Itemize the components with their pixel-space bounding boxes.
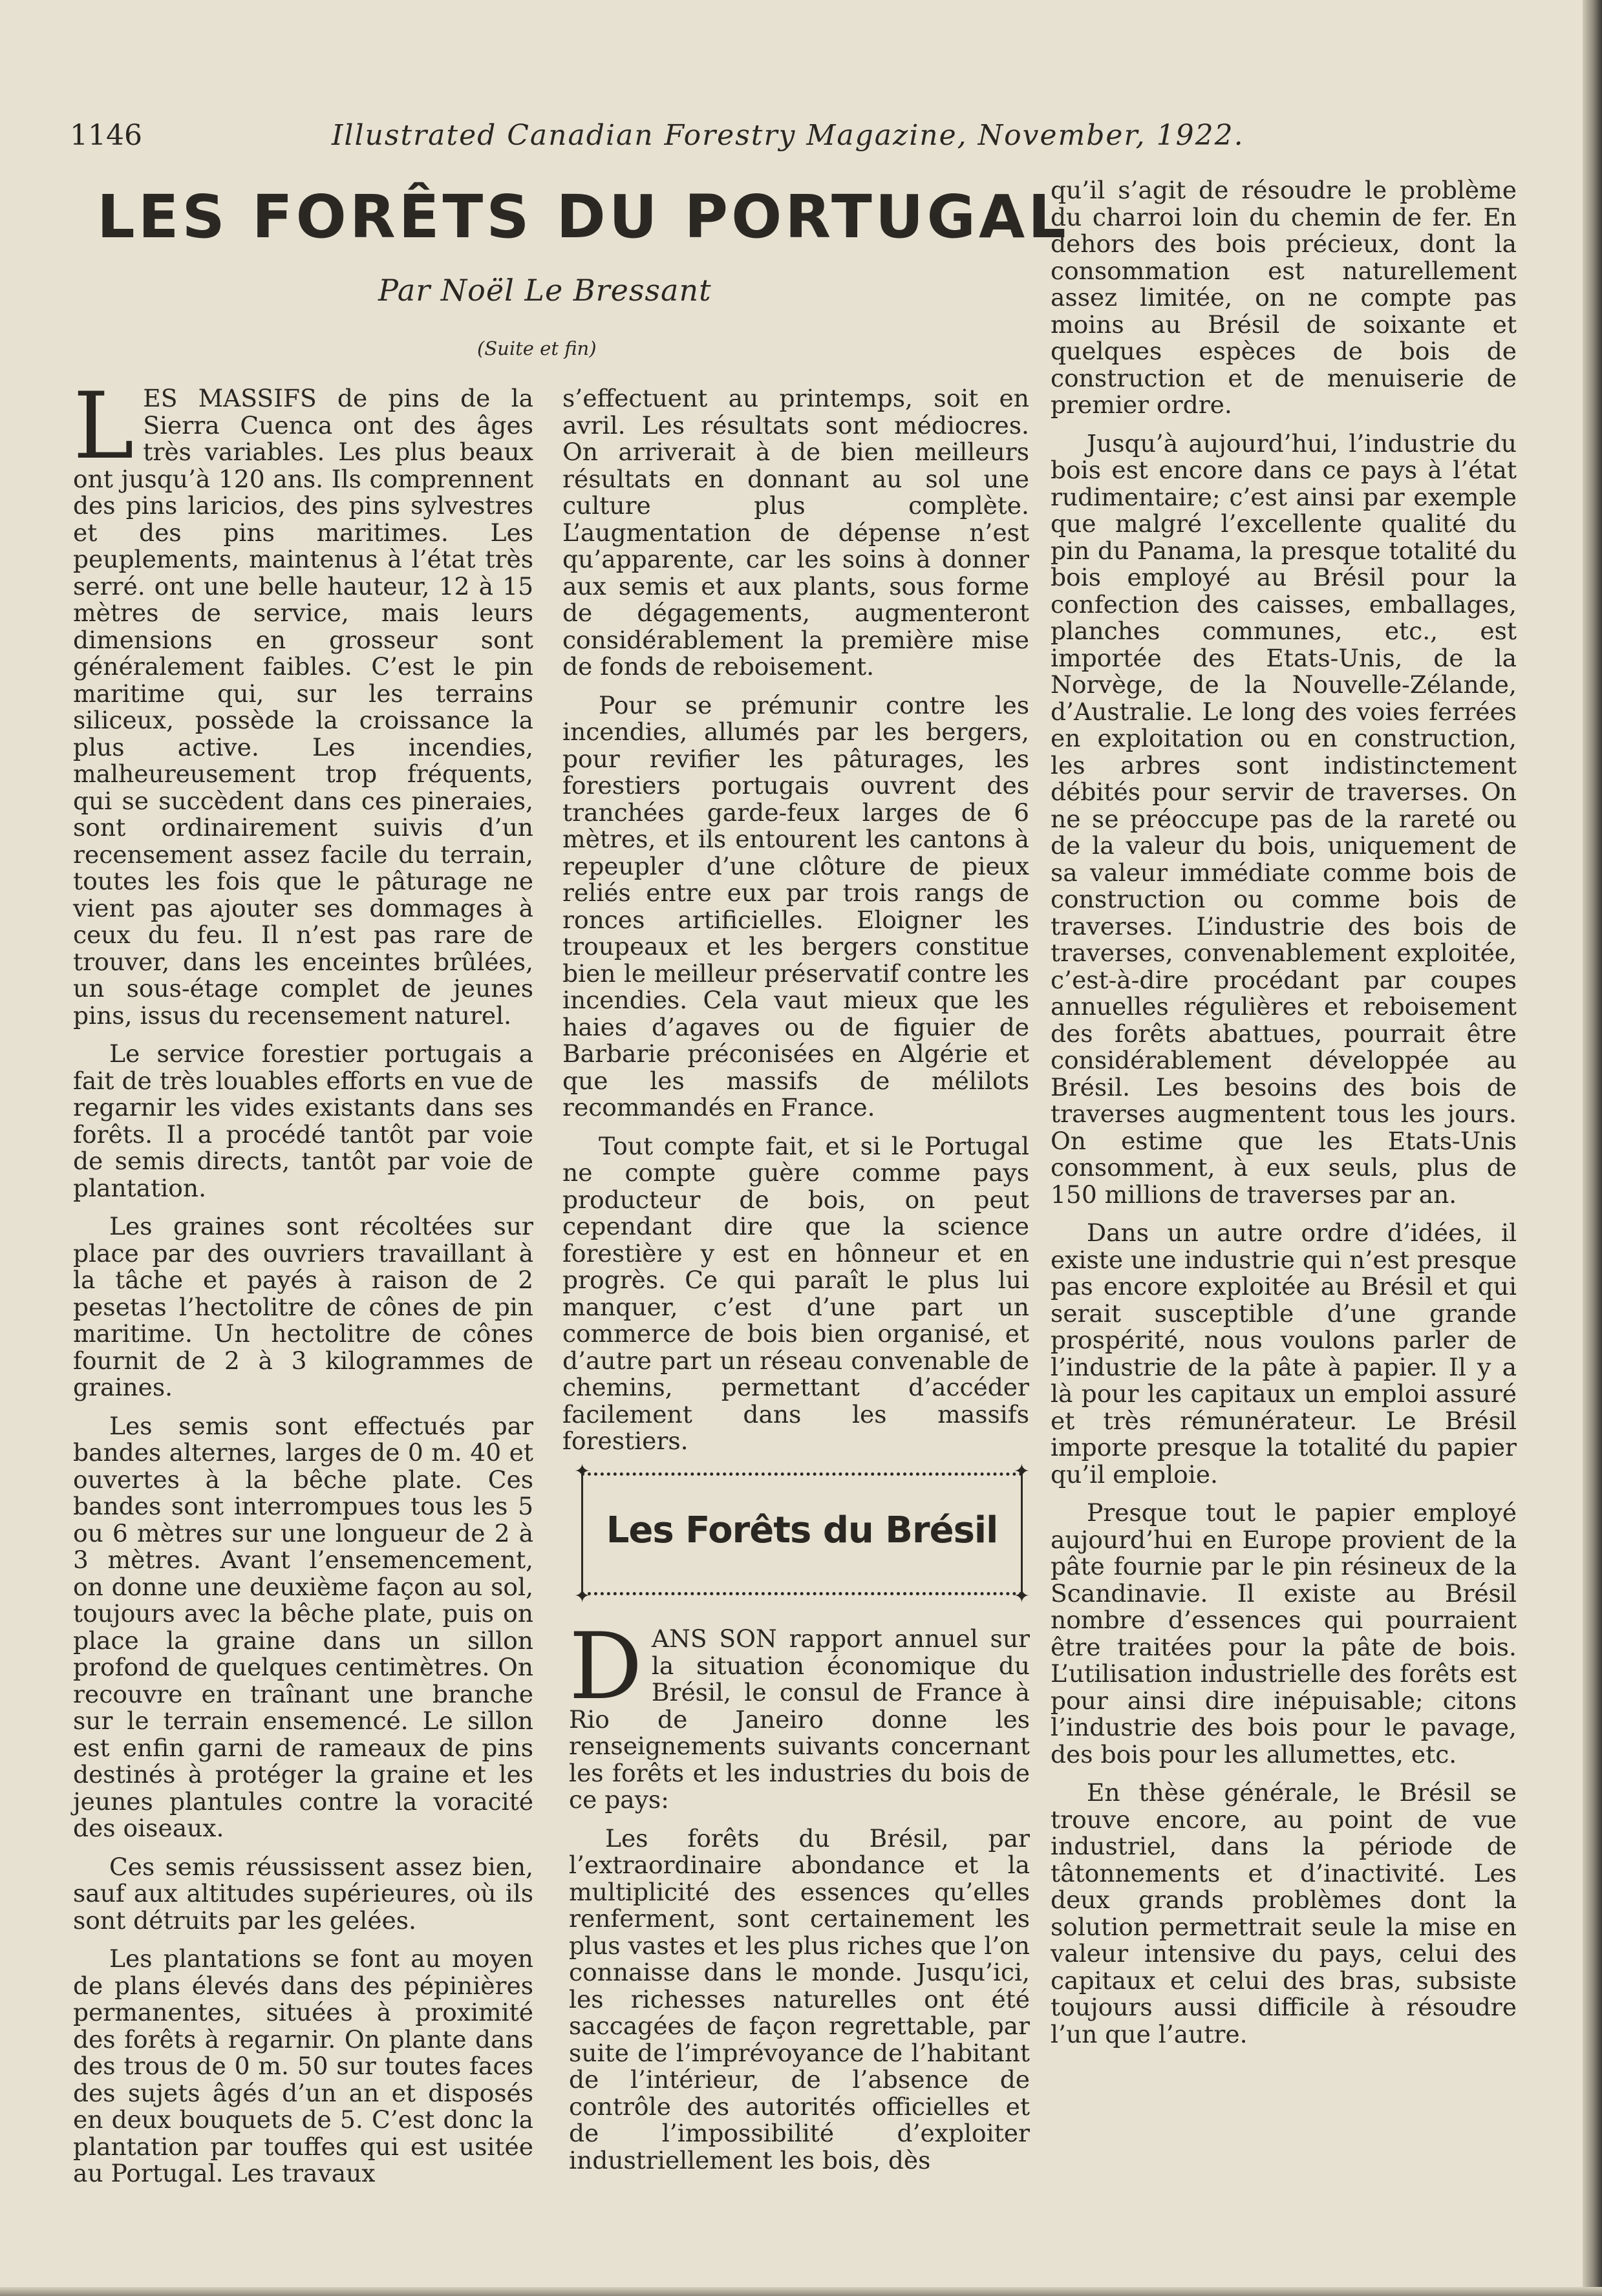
paragraph: Presque tout le papier employé aujourd’hui en Europe provient de la pâte fournie par le pin résineux de la Scandinavie. Il existe au Brésil nombre d’essences qui pourraient être traitées pour la pâte de bois. L’utilisation industrielle des forêts est pour ainsi dire inépuisable; citons l’industrie des bois pour le pavage, des bois pour les allumettes, etc.: [1051, 1498, 1517, 1769]
article-continuation-note: (Suite et fin): [477, 337, 597, 359]
page-bottom-edge: [0, 2287, 1602, 2296]
paragraph: Tout compte fait, et si le Portugal ne compte guère comme pays producteur de bois, on peut cependant dire que la science forestière y est en hônneur et en progrès. Ce qui paraît le plus lui manquer, c’est d’une part un commerce de bois bien organisé, et d’autre part un réseau convenable de chemins, permettant d’accéder facilement dans les massifs forestiers.: [562, 1131, 1029, 1455]
page-number: 1146: [70, 119, 142, 152]
ornament-icon: ✦: [1013, 1585, 1030, 1608]
column-middle: [562, 385, 1029, 1467]
paragraph: Les semis sont effectués par bandes alternes, larges de 0 m. 40 et ouvertes à la bêche plate. Ces bandes sont interrompues tous les 5 ou 6 mètres sur une longueur de 2 à 3 mètres. Avant l’ensemencement, on donne une deuxième façon au sol, toujours avec la bêche plate, puis on place la graine dans un sillon profond de quelques centimètres. On recouvre en traînant une branche sur le terrain ensemencé. Le sillon est enfin garni de rameaux de pins destinés à protéger la graine et les jeunes plantules contre la voracité des oiseaux.: [73, 1411, 533, 1842]
paragraph-text: ANS SON rapport annuel sur la situation économique du Brésil, le consul de France à Rio de Janeiro donne les renseignements suivants concernant les forêts et les industries du bois de ce pays:: [569, 1624, 1030, 1814]
column-left: [73, 373, 533, 2199]
drop-cap: D: [569, 1613, 643, 1720]
publication-line: Illustrated Canadian Forestry Magazine, November, 1922.: [332, 119, 1244, 152]
article-title: LES FORÊTS DU PORTUGAL: [97, 182, 1069, 251]
paragraph: [73, 373, 533, 1030]
paragraph: Les plantations se font au moyen de plans élevés dans des pépinières permanentes, situées à proximité des forêts à regarnir. On plante dans des trous de 0 m. 50 sur toutes faces des sujets âgés d’un an et disposés en deux bouquets de 5. C’est donc la plantation par touffes qui est usitée au Portugal. Les travaux: [73, 1944, 533, 2187]
ornament-icon: ✦: [1013, 1460, 1030, 1483]
ornament-icon: ✦: [574, 1585, 591, 1608]
paragraph: En thèse générale, le Brésil se trouve encore, au point de vue industriel, dans la période de tâtonnements et d’inactivité. Les deux grands problèmes dont la solution permettrait seule la mise en valeur intensive du pays, celui des capitaux et celui des bras, subsiste toujours aussi difficile à résoudre l’un que l’autre.: [1051, 1778, 1517, 2048]
paragraph: Les graines sont récoltées sur place par des ouvriers travaillant à la tâche et payés à raison de 2 pesetas l’hectolitre de cônes de pin maritime. Un hectolitre de cônes fournit de 2 à 3 kilogrammes de graines.: [73, 1212, 533, 1401]
paragraph: [569, 1613, 1030, 1814]
article-byline: Par Noël Le Bressant: [378, 273, 712, 308]
paragraph: Les forêts du Brésil, par l’extraordinaire abondance et la multiplicité des essences qu’elles renferment, sont certainement les plus vastes et les plus riches que l’on connaisse dans le monde. Jusqu’ici, les richesses naturelles ont été saccagées de façon regrettable, par suite de l’imprévoyance de l’habitant de l’intérieur, de l’absence de contrôle des autorités officielles et de l’impossibilité d’exploiter industriellement les bois, dès: [569, 1823, 1030, 2174]
section-heading-box: [574, 1460, 1030, 1608]
paragraph-text: ES MASSIFS de pins de la Sierra Cuenca ont des âges très variables. Les plus beaux ont jusqu’à 120 ans. Ils comprennent des pins laricios, des pins sylvestres et des pins maritimes. Les peuplements, maintenus à l’état très serré. ont une belle hauteur, 12 à 15 mètres de service, mais leurs dimensions en grosseur sont généralement faibles. C’est le pin maritime qui, sur les terrains siliceux, possède la croissance la plus active. Les incendies, malheureusement trop fréquents, qui se succèdent dans ces pineraies, sont ordinairement suivis d’un recensement assez facile du terrain, toutes les fois que le pâturage ne vient pas ajouter ses dommages à ceux du feu. Il n’est pas rare de trouver, dans les enceintes brûlées, un sous-étage complet de jeunes pins, issus du recensement naturel.: [73, 384, 533, 1030]
paragraph: Jusqu’à aujourd’hui, l’industrie du bois est encore dans ce pays à l’état rudimentaire; c’est ainsi par exemple que malgré l’excellente qualité du pin du Panama, la presque totalité du bois employé au Brésil pour la confection des caisses, emballages, planches communes, etc., est importée des Etats-Unis, de la Norvège, de la Nouvelle-Zélande, d’Australie. Le long des voies ferrées en exploitation ou en construction, les arbres sont indistinctement débités pour servir de traverses. On ne se préoccupe pas de la rareté ou de la valeur du bois, uniquement de sa valeur immédiate comme bois de construction ou comme bois de traverses. L’industrie des bois de traverses, convenablement exploitée, c’est-à-dire procédant par coupes annuelles régulières et reboisement des forêts abattues, pourrait être considérablement développée au Brésil. Les besoins des bois de traverses augmentent tous les jours. On estime que les Etats-Unis consomment, à eux seuls, plus de 150 millions de traverses par an.: [1051, 429, 1517, 1209]
paragraph: qu’il s’agit de résoudre le problème du charroi loin du chemin de fer. En dehors des bois précieux, dont la consommation est naturellement assez limitée, on ne compte pas moins au Brésil de soixante et quelques espèces de bois de construction et de menuiserie de premier ordre.: [1051, 176, 1517, 419]
section-title: Les Forêts du Brésil: [606, 1509, 998, 1551]
paragraph: Ces semis réussissent assez bien, sauf aux altitudes supérieures, où ils sont détruits par les gelées.: [73, 1852, 533, 1935]
ornament-icon: ✦: [574, 1460, 591, 1483]
running-head: [70, 119, 1246, 160]
paragraph: Pour se prémunir contre les incendies, allumés par les bergers, pour revifier les pâturages, les forestiers portugais ouvrent des tranchées garde-feux larges de 6 mètres, et ils entourent les cantons à repeupler d’une clôture de pieux reliés entre eux par trois rangs de ronces artificielles. Eloigner les troupeaux et les bergers constitue bien le meilleur préservatif contre les incendies. Cela vaut mieux que les haies d’agaves ou de figuier de Barbarie préconisées en Algérie et que les massifs de mélilots recommandés en France.: [562, 690, 1029, 1121]
column-right: [1051, 177, 1517, 2059]
paragraph: s’effectuent au printemps, soit en avril. Les résultats sont médiocres. On arriverait à de bien meilleurs résultats en donnant au sol une culture plus complète. L’augmentation de dépense n’est qu’apparente, car les soins à donner aux semis et aux plants, sous forme de dégagements, augmenteront considérablement la première mise de fonds de reboisement.: [562, 384, 1029, 681]
page-edge: [1583, 0, 1602, 2296]
paragraph: Le service forestier portugais a fait de très louables efforts en vue de regarnir les vides existants dans ses forêts. Il a procédé tantôt par voie de semis directs, tantôt par voie de plantation.: [73, 1039, 533, 1202]
paragraph: Dans un autre ordre d’idées, il existe une industrie qui n’est presque pas encore exploitée au Brésil et qui serait susceptible d’une grande prospérité, nous voulons parler de l’industrie de la pâte à papier. Il y a là pour les capitaux un emploi assuré et très rémunérateur. Le Brésil importe presque la totalité du papier qu’il emploie.: [1051, 1218, 1517, 1489]
drop-cap: L: [73, 373, 134, 480]
column-middle-lower: [569, 1613, 1030, 2185]
